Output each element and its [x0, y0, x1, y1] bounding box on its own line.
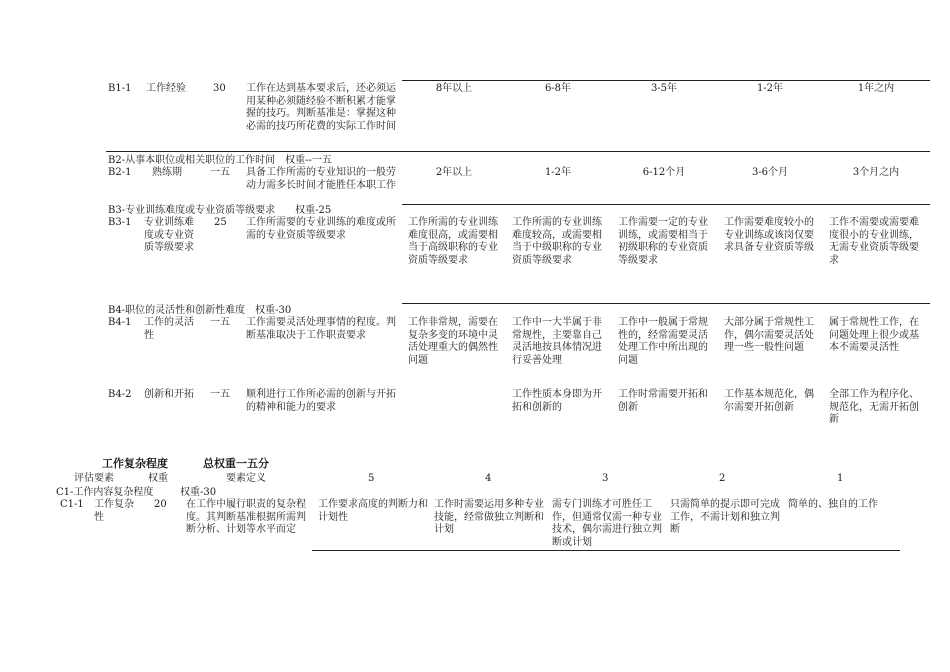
b2-1-level-1: 3个月之内 [852, 167, 900, 178]
c1-weight: 权重-30 [180, 487, 217, 498]
col-header-score-3: 3 [602, 473, 609, 484]
b2-1-level-3: 6-12个月 [642, 167, 686, 178]
col-header-score-2: 2 [719, 473, 726, 484]
c1-1-code: C1-1 [60, 499, 84, 510]
b3-1-level-2: 工作需要难度较小的专业训练或该岗仅要求具备专业资质等级 [724, 217, 814, 253]
b2-1-level-4: 1-2年 [544, 167, 572, 178]
b4-header: B4-职位的灵活性和创新性难度 权重-30 [108, 305, 292, 316]
b3-1-definition: 工作所需要的专业训练的难度或所需的专业资质等级要求 [246, 217, 396, 241]
b3-1-level-5: 工作所需的专业训练难度很高，或需要相当于高级职称的专业资质等级要求 [408, 217, 498, 266]
c1-1-level-3: 需专门训练才可胜任工作，但通常仅需一种专业技术，偶尔需进行独立判断或计划 [552, 499, 662, 548]
c1-1-level-5: 工作要求高度的判断力和计划性 [318, 499, 428, 523]
b4-1-name: 工作的灵活性 [144, 317, 194, 341]
b1-1-level-3: 3-5年 [650, 83, 678, 94]
rule-b3-top [402, 204, 930, 205]
b4-1-level-4: 工作中一大半属于非常规性，主要靠自己灵活地按具体情况进行妥善处理 [512, 317, 602, 366]
b4-1-level-3: 工作中一般属于常规性的，经常需要灵活处理工作中所出现的问题 [618, 317, 708, 366]
b1-1-code: B1-1 [108, 83, 132, 94]
c1-1-definition: 在工作中履行职责的复杂程度。其判断基准根据所需判断分析、计划等水平而定 [186, 499, 306, 535]
b2-1-code: B2-1 [108, 167, 132, 178]
b2-1-level-5: 2年以上 [435, 167, 473, 178]
b4-1-definition: 工作需要灵活处理事情的程度。判断基准取决于工作职责要求 [246, 317, 396, 341]
rule-b2-top [106, 151, 930, 152]
b1-1-weight: 30 [213, 83, 226, 94]
col-header-score-5: 5 [368, 473, 375, 484]
b2-1-level-2: 3-6个月 [751, 167, 789, 178]
b2-1-name: 熟练期 [152, 167, 182, 178]
c1-1-level-2: 只需简单的提示即可完成工作，不需计划和独立判断 [670, 499, 780, 535]
rule-b1-top [402, 80, 930, 81]
b2-1-weight: 一五 [210, 167, 230, 178]
b1-1-level-2: 1-2年 [756, 83, 784, 94]
b4-2-name: 创新和开拓 [144, 389, 194, 400]
section-title: 工作复杂程度 [102, 457, 168, 470]
b4-1-level-5: 工作非常规，需要在复杂多变的环境中灵活处理重大的偶然性问题 [408, 317, 498, 366]
b4-2-level-3: 工作时常需要开拓和创新 [618, 389, 708, 413]
c1-header: C1-工作内容复杂程度 [56, 487, 154, 498]
b3-1-weight: 25 [214, 217, 227, 228]
b2-1-definition: 具备工作所需的专业知识的一般劳动力需多长时间才能胜任本职工作 [246, 167, 396, 191]
b4-2-weight: 一五 [210, 389, 230, 400]
b1-1-name: 工作经验 [146, 83, 186, 94]
b1-1-level-4: 6-8年 [544, 83, 572, 94]
b3-1-level-1: 工作不需要或需要难度很小的专业训练，无需专业资质等级要求 [829, 217, 919, 266]
col-header-element: 评估要素 [74, 473, 114, 484]
b4-2-level-4: 工作性质本身即为开拓和创新的 [512, 389, 602, 413]
col-header-score-1: 1 [837, 473, 844, 484]
b4-1-level-2: 大部分属于常规性工作，偶尔需要灵活处理一些一般性问题 [724, 317, 814, 353]
b4-2-definition: 顺利进行工作所必需的创新与开拓的精神和能力的要求 [246, 389, 396, 413]
rule-c1-bottom [312, 550, 900, 551]
b1-1-level-5: 8年以上 [435, 83, 473, 94]
c1-1-level-4: 工作时需要运用多种专业技能，经常做独立判断和计划 [434, 499, 544, 535]
b3-1-code: B3-1 [108, 217, 132, 228]
b2-header: B2-从事本职位或相关职位的工作时间 权重--一五 [108, 155, 332, 166]
b3-1-name: 专业训练难度或专业资质等级要求 [144, 217, 194, 253]
b1-1-level-1: 1年之内 [857, 83, 895, 94]
b4-2-level-2: 工作基本规范化，偶尔需要开拓创新 [724, 389, 814, 413]
total-weight: 总权重一五分 [203, 457, 269, 470]
c1-1-level-1: 简单的、独自的工作 [788, 499, 878, 510]
col-header-score-4: 4 [485, 473, 492, 484]
b4-1-level-1: 属于常规性工作，在问题处理上很少或基本不需要灵活性 [829, 317, 919, 353]
b3-1-level-3: 工作需要一定的专业训练，或需要相当于初级职称的专业资质等级要求 [618, 217, 708, 266]
b4-1-code: B4-1 [108, 317, 132, 328]
c1-1-weight: 20 [154, 499, 167, 510]
rule-b4-top [402, 303, 930, 304]
col-header-weight: 权重 [148, 473, 168, 484]
b3-header: B3-专业训练难度或专业资质等级要求 权重-25 [108, 205, 332, 216]
b3-1-level-4: 工作所需的专业训练难度较高，或需要相当于中级职称的专业资质等级要求 [512, 217, 602, 266]
b4-2-level-1: 全部工作为程序化、规范化，无需开拓创新 [829, 389, 919, 425]
b1-1-definition: 工作在达到基本要求后，还必须运用某种必须随经验不断积累才能掌握的技巧。判断基准是：掌握这种必需的技巧所花费的实际工作时间 [246, 83, 396, 132]
c1-1-name: 工作复杂性 [94, 499, 134, 523]
col-header-definition: 要素定义 [226, 473, 266, 484]
b4-2-code: B4-2 [108, 389, 132, 400]
b4-1-weight: 一五 [210, 317, 230, 328]
